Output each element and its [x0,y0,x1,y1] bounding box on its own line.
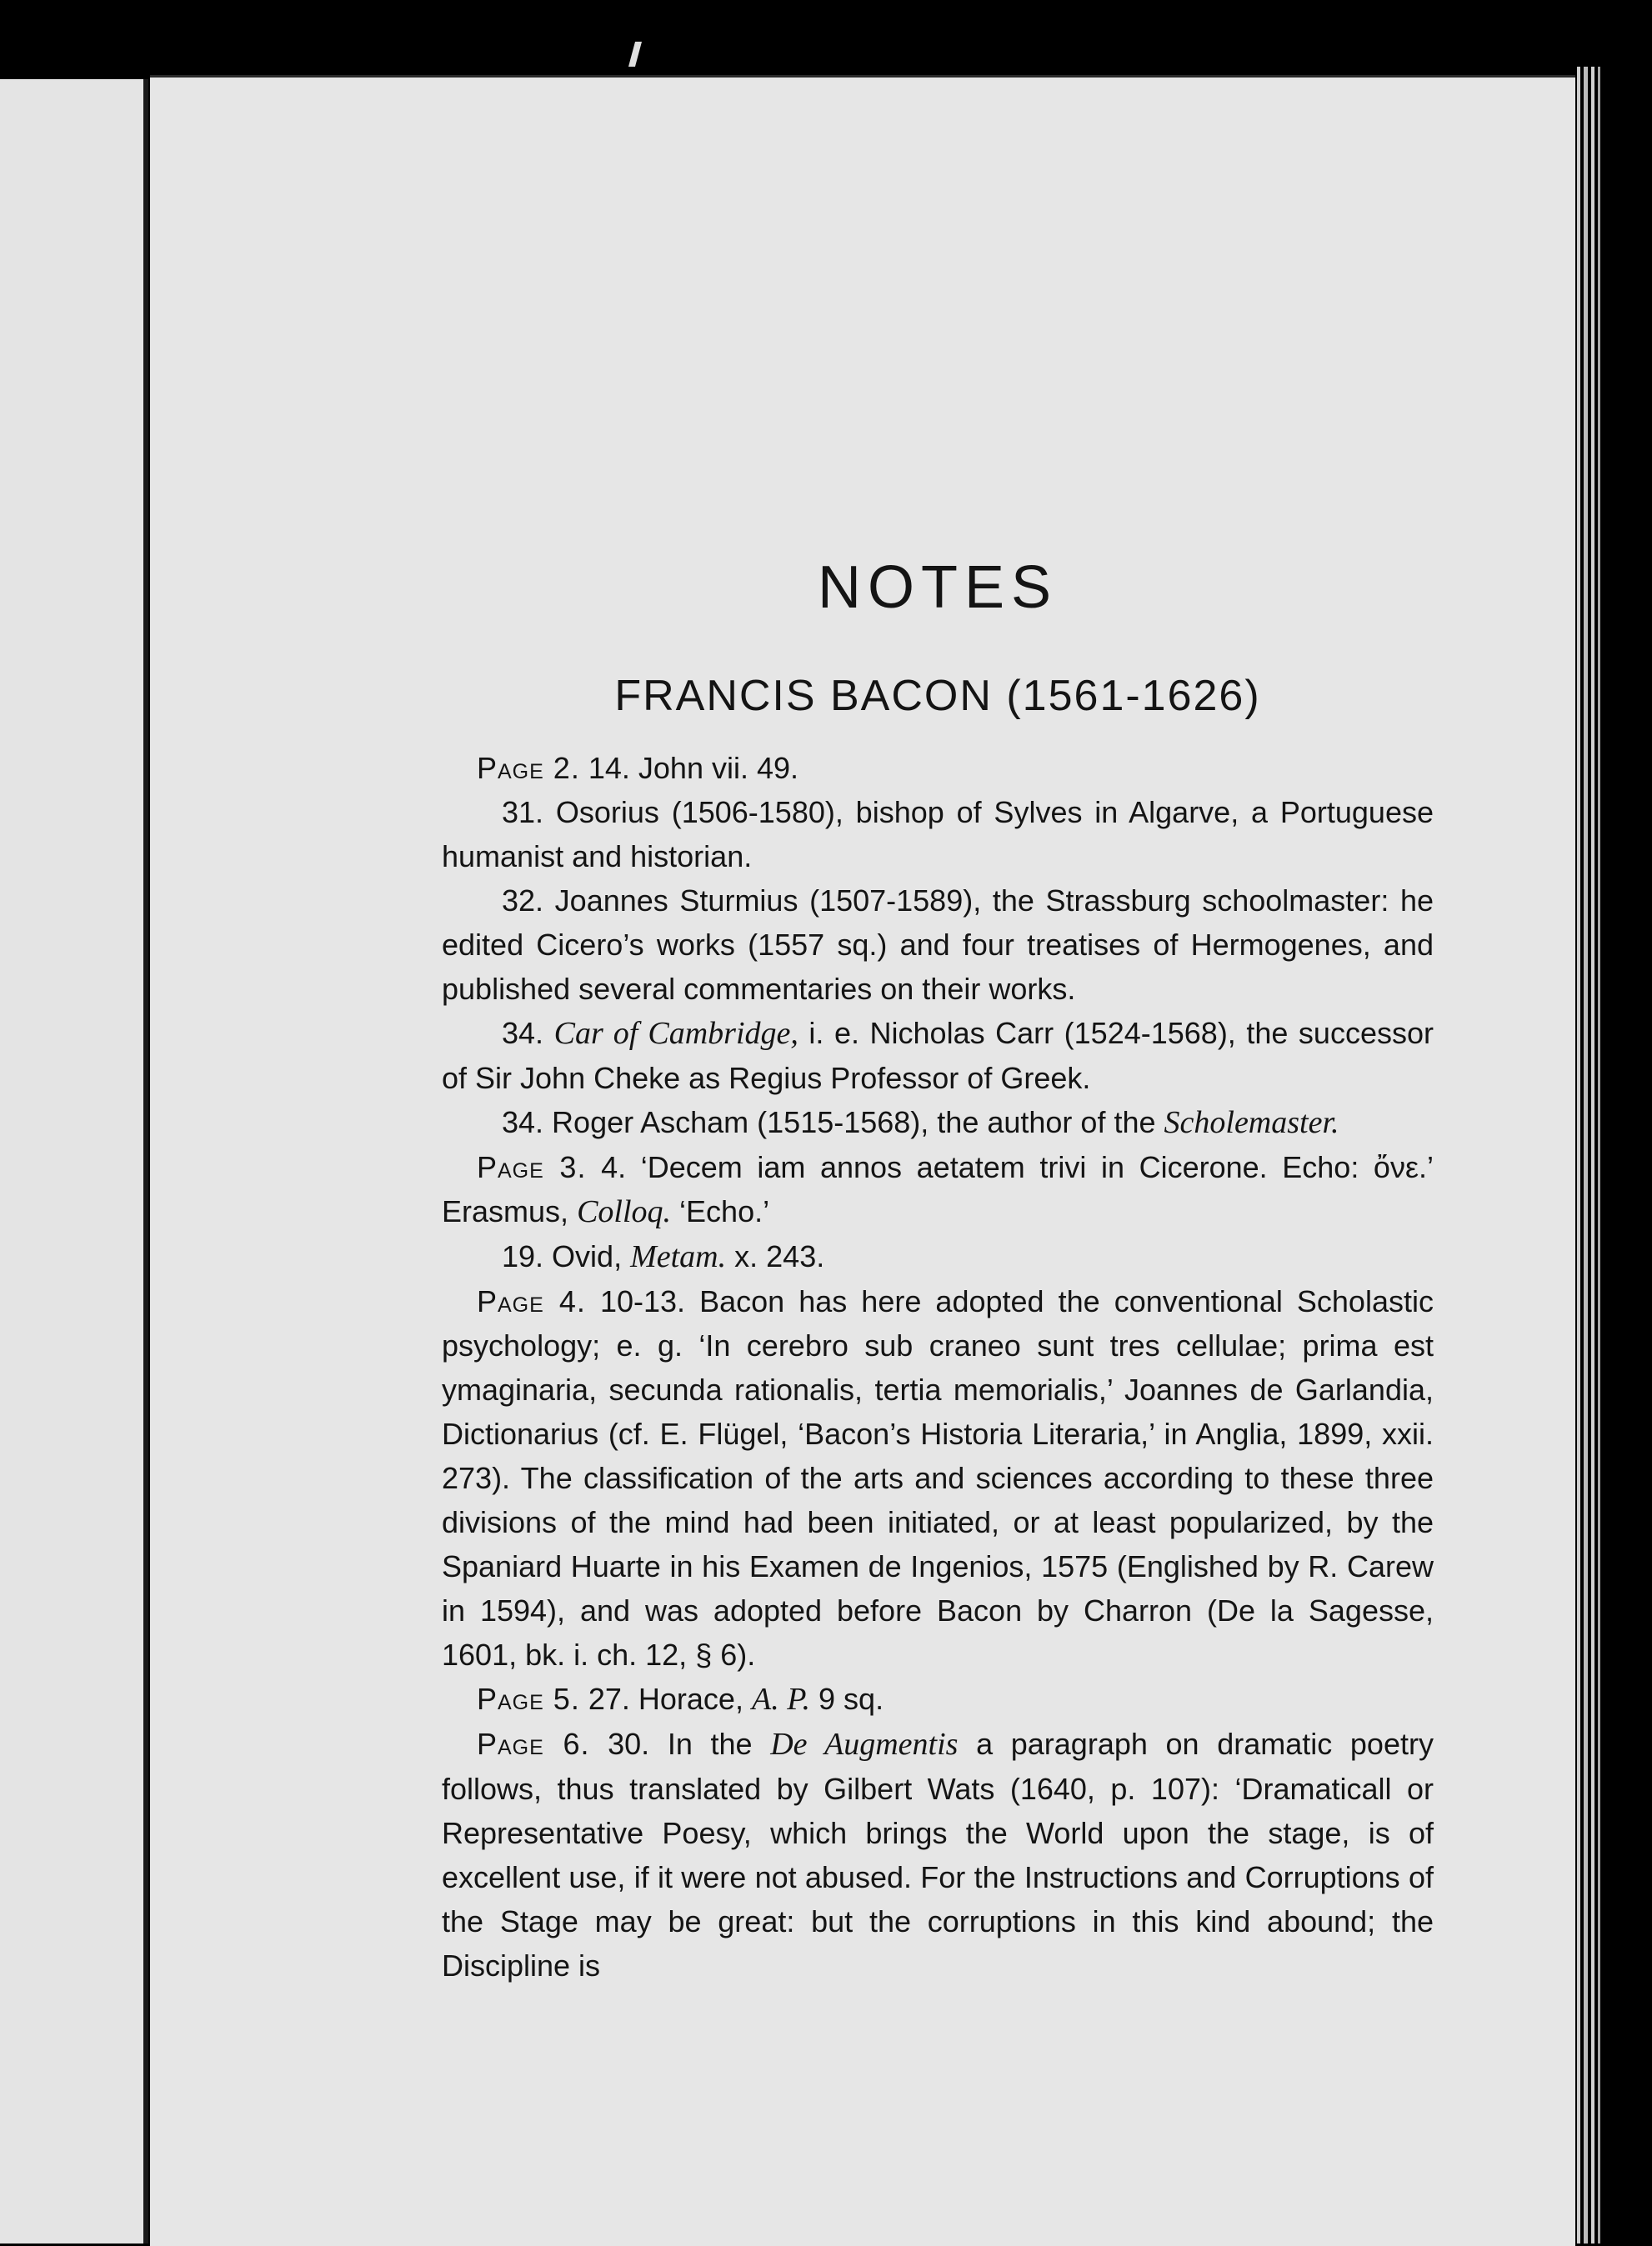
note-page-4: Page 4. 10-13. Bacon has here adopted the conventional Scholastic psychology; e. g. ‘In cerebro sub craneo sunt tres cellulae; prima est ymaginaria, secunda rationalis, tertia memorialis,’ Joannes de Garlandia, Dictionarius (cf. E. Flügel, ‘Bacon’s Historia Literaria,’ in Anglia, 1899, xxii. 273). The classification of the arts and sciences according to these three divisions of the mind had been initiated, or at least popularized, by the Spaniard Huarte in his Examen de Ingenios, 1575 (Englished by R. Carew in 1594), and was adopted before Bacon by Charron (De la Sagesse, 1601, bk. i. ch. 12, § 6). [442,1284,1434,1672]
page-edge-4 [1598,67,1600,2243]
note-carr: 34. Car of Cambridge, i. e. Nicholas Carr (1524-1568), the successor of Sir John Cheke as Regius Professor of Greek. [442,1016,1434,1095]
section-heading: FRANCIS BACON (1561-1626) [614,672,1261,720]
note-page-5: Page 5. 27. Horace, A. P. 9 sq. [477,1682,884,1717]
facing-page-edge [0,79,148,2243]
note-ascham: 34. Roger Ascham (1515-1568), the author of the Scholemaster. [502,1105,1339,1140]
page-title: NOTES [817,554,1059,621]
note-osorius: 31. Osorius (1506-1580), bishop of Sylves in Algarve, a Portuguese humanist and historian. [442,795,1434,873]
note-page-2: Page 2. 14. John vii. 49. [477,751,799,785]
note-ovid: 19. Ovid, Metam. x. 243. [502,1239,825,1274]
note-page-3: Page 3. 4. ‘Decem iam annos aetatem trivi in Cicerone. Echo: ὄνε.’ Erasmus, Colloq. ‘Echo.’ [442,1150,1434,1229]
page-edge-1 [1577,67,1580,2243]
notes-body [442,746,1434,1988]
note-sturmius: 32. Joannes Sturmius (1507-1589), the Strassburg schoolmaster: he edited Cicero’s works (1557 sq.) and four treatises of Hermogenes, and published several commentaries on their works. [442,883,1434,1006]
page-edge-2 [1584,67,1588,2243]
book-page [150,75,1575,2246]
ink-mark [628,42,642,67]
page-edge-3 [1591,67,1594,2243]
note-page-6: Page 6. 30. In the De Augmentis a paragraph on dramatic poetry follows, thus translated by Gilbert Wats (1640, p. 107): ‘Dramaticall or Representative Poesy, which brings the World upon the stage, is of excellent use, if it were not abused. For the Instructions and Corruptions of the Stage may be great: but the corruptions in this kind abound; the Discipline is [442,1727,1434,1983]
